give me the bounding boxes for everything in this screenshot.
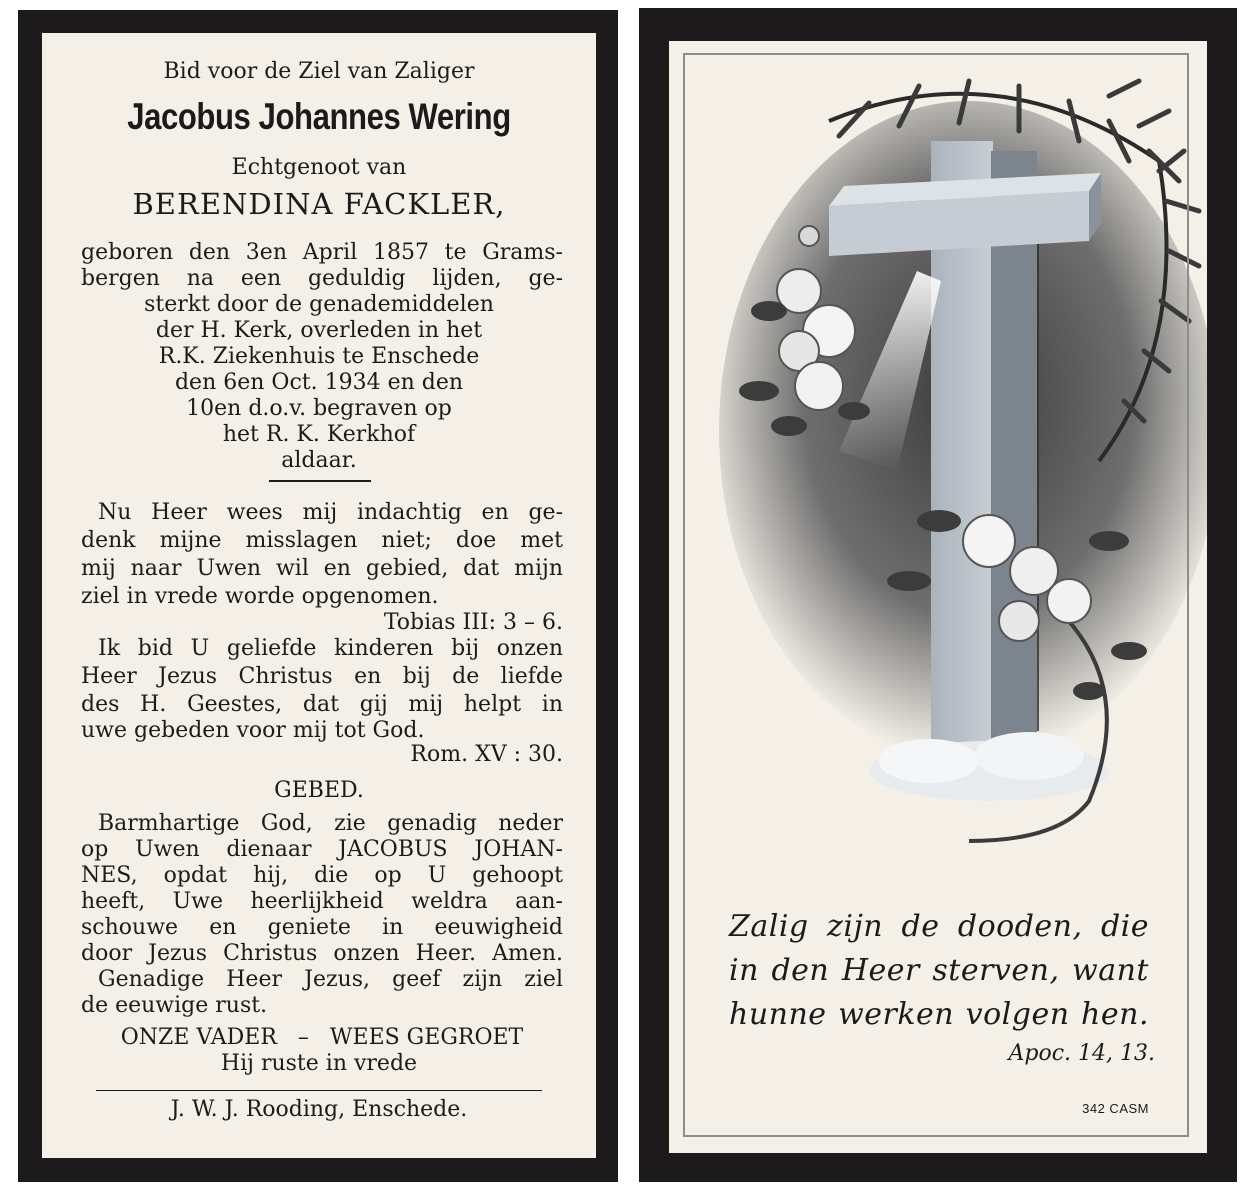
print-code: 342 CASM	[1082, 1101, 1149, 1116]
verse-line: Ik bid U geliefde kinderen bij onzen	[98, 636, 563, 661]
verse-line: des H. Geestes, dat gij mij helpt in	[81, 692, 563, 717]
prayer-line: schouwe en geniete in eeuwigheid	[81, 915, 563, 940]
prayer-line: Genadige Heer Jezus, geef zijn ziel	[98, 967, 563, 992]
printer-credit: J. W. J. Rooding, Enschede.	[170, 1097, 468, 1122]
prayer-line: NES, opdat hij, die op U gehoopt	[81, 863, 563, 888]
verse-line: mij naar Uwen wil en gebied, dat mijn	[81, 556, 563, 581]
card-image-panel	[669, 41, 1207, 1153]
quote-line: hunne werken volgen hen.	[729, 997, 1149, 1032]
bio-line: geboren den 3en April 1857 te Grams-	[81, 240, 563, 265]
closing-hail-mary: WEES GEGROET	[329, 1025, 524, 1050]
prayer-line: Barmhartige God, zie genadig neder	[98, 811, 563, 836]
bio-line: aldaar.	[281, 448, 357, 473]
bio-line: het R. K. Kerkhof	[222, 422, 416, 447]
quote-reference: Apoc. 14, 13.	[1008, 1041, 1155, 1066]
prayer-line: de eeuwige rust.	[81, 993, 268, 1018]
verse-line: denk mijne misslagen niet; doe met	[81, 528, 563, 553]
prayer-title: GEBED.	[274, 778, 364, 803]
rest-in-peace: Hij ruste in vrede	[220, 1051, 418, 1076]
closing-prayers	[81, 1025, 563, 1051]
verse-reference: Tobias III: 3 – 6.	[383, 610, 563, 635]
spouse-label: Echtgenoot van	[231, 155, 407, 180]
bio-line: 10en d.o.v. begraven op	[186, 396, 452, 421]
bio-line: der H. Kerk, overleden in het	[155, 318, 483, 343]
quote-line: Zalig zijn de dooden, die	[729, 909, 1149, 944]
memorial-card-text-side	[18, 10, 618, 1182]
card-text-panel	[42, 33, 596, 1158]
prayer-line: heeft, Uwe heerlijkheid weldra aan-	[81, 889, 563, 914]
verse-reference: Rom. XV : 30.	[410, 742, 563, 767]
verse-line: ziel in vrede worde opgenomen.	[81, 584, 439, 609]
bio-line: bergen na een geduldig lijden, ge-	[81, 266, 563, 291]
verse-line: Nu Heer wees mij indachtig en ge-	[98, 500, 563, 525]
closing-our-father: ONZE VADER	[120, 1025, 277, 1050]
verse-line: uwe gebeden voor mij tot God.	[81, 718, 425, 743]
footer-divider	[96, 1090, 542, 1091]
verse-line: Heer Jezus Christus en bij de liefde	[81, 664, 563, 689]
card-header: Bid voor de Ziel van Zaliger	[163, 59, 475, 84]
deceased-name: Jacobus Johannes Wering	[127, 96, 511, 137]
memorial-card-image-side	[639, 8, 1237, 1182]
closing-dash: –	[297, 1025, 309, 1050]
prayer-line: door Jezus Christus onzen Heer. Amen.	[81, 941, 563, 966]
quote-line: in den Heer sterven, want	[729, 953, 1149, 988]
bio-line: sterkt door de genademiddelen	[144, 292, 494, 317]
spouse-name: BERENDINA FACKLER,	[132, 187, 506, 221]
bio-line: R.K. Ziekenhuis te Enschede	[158, 344, 480, 369]
prayer-line: op Uwen dienaar JACOBUS JOHAN-	[81, 837, 563, 862]
section-divider	[269, 480, 371, 482]
bio-line: den 6en Oct. 1934 en den	[174, 370, 464, 395]
